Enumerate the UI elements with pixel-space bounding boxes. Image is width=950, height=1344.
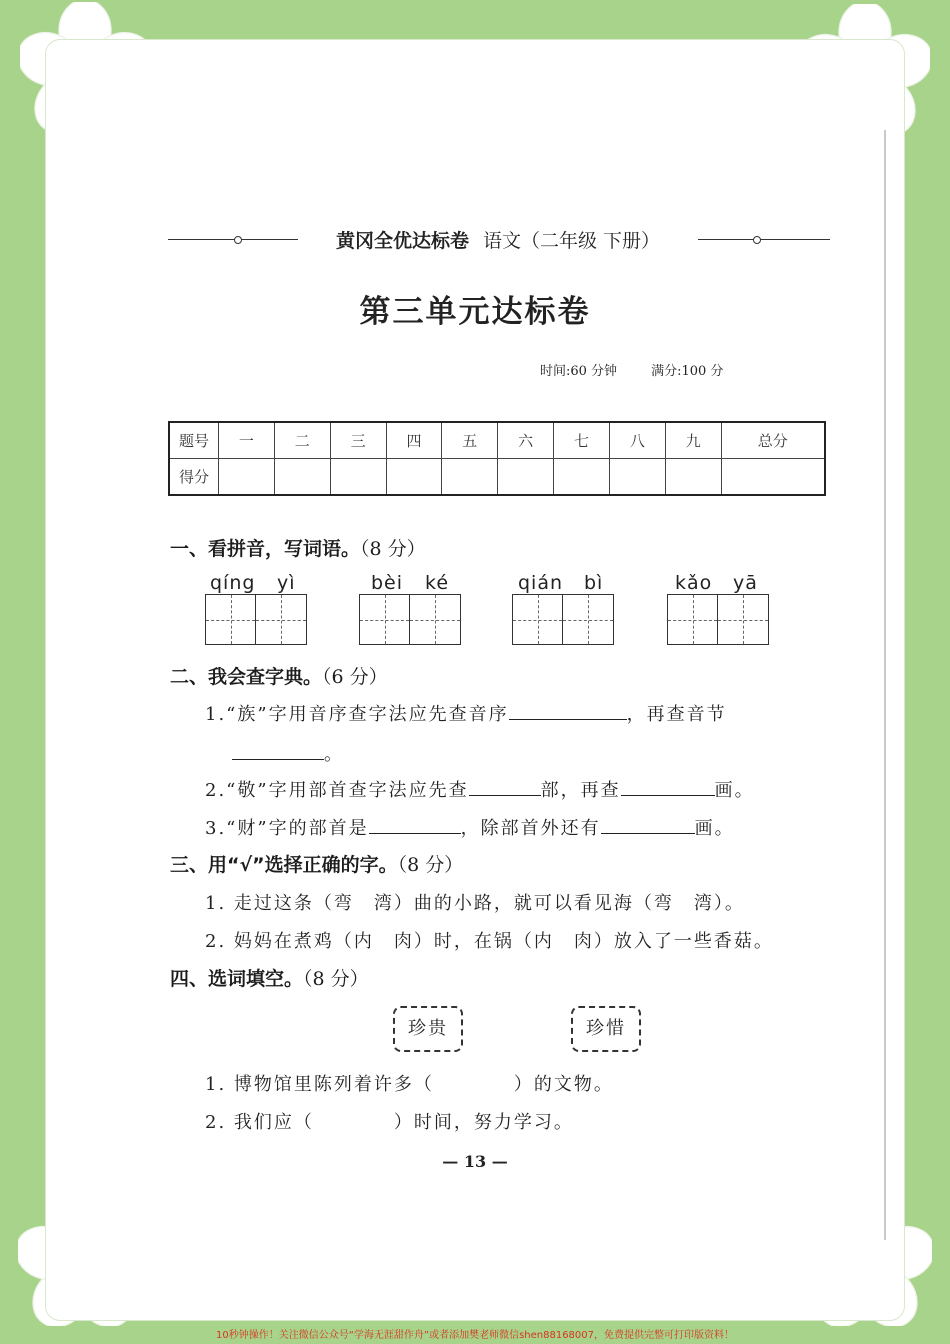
question-text: 2.“敬”字用部首查字法应先查 — [205, 780, 469, 801]
header-dot-icon — [234, 236, 242, 244]
exam-meta — [540, 360, 723, 379]
score-table-col: 三 — [330, 422, 386, 459]
subject-name: 语文（二年级 下册） — [482, 230, 661, 252]
writing-cell[interactable] — [512, 594, 563, 645]
question-text: 画。 — [714, 780, 755, 801]
score-cell[interactable] — [498, 459, 554, 496]
score-table-col: 总分 — [721, 422, 825, 459]
writing-cell[interactable] — [563, 594, 614, 645]
score-cell[interactable] — [554, 459, 610, 496]
section-title: 四、选词填空。 — [170, 968, 304, 990]
score-table-col: 六 — [498, 422, 554, 459]
score-cell[interactable] — [274, 459, 330, 496]
pinyin-text: ké — [425, 572, 450, 594]
writing-cell[interactable] — [667, 594, 718, 645]
question-2-1-cont — [232, 740, 344, 766]
question-3-2: 2. 妈妈在煮鸡（内 肉）时，在锅（内 肉）放入了一些香菇。 — [205, 931, 774, 952]
word-choice-box: 珍惜 — [571, 1006, 641, 1052]
score-table-col: 二 — [274, 422, 330, 459]
header-title — [288, 226, 708, 253]
page-number: — 13 — — [442, 1152, 508, 1171]
question-3-1: 1. 走过这条（弯 湾）曲的小路，就可以看见海（弯 湾）。 — [205, 893, 745, 914]
writing-cell[interactable] — [718, 594, 769, 645]
writing-cell[interactable] — [205, 594, 256, 645]
score-table-score-row — [169, 459, 825, 496]
question-text: 画。 — [694, 818, 735, 839]
full-score: 满分:100 分 — [651, 364, 724, 379]
question-text: ，再查音节 — [626, 704, 727, 725]
section-title: 三、用“√”选择正确的字。 — [170, 854, 398, 876]
writing-grid — [205, 594, 307, 645]
score-table-col: 四 — [386, 422, 442, 459]
score-cell[interactable] — [386, 459, 442, 496]
answer-blank[interactable] — [509, 718, 627, 720]
series-header — [168, 226, 830, 252]
question-text: 。 — [324, 744, 344, 765]
question-4-1: 1. 博物馆里陈列着许多（ ）的文物。 — [205, 1074, 614, 1095]
question-2-3 — [205, 814, 735, 840]
section-points: （6 分） — [322, 666, 388, 688]
footer-promo: 10秒钟操作！关注微信公众号“学海无涯甜作舟”或者添加樊老师微信shen88168007，免费提供完整可打印版资料！ — [215, 1330, 735, 1341]
question-text: 1.“族”字用音序查字法应先查音序 — [205, 704, 509, 725]
header-rule-right — [698, 239, 830, 240]
pinyin-text: qíng — [210, 572, 256, 594]
pinyin-text: kǎo — [675, 572, 713, 594]
section-points: （8 分） — [360, 538, 426, 560]
question-text: 3.“财”字的部首是 — [205, 818, 369, 839]
series-name: 黄冈全优达标卷 — [335, 230, 469, 252]
score-table — [168, 421, 826, 496]
score-table-col: 九 — [665, 422, 721, 459]
header-dot-icon — [753, 236, 761, 244]
pinyin-text: yā — [733, 572, 758, 594]
exam-title: 第三单元达标卷 — [359, 294, 591, 330]
section-points: （8 分） — [397, 854, 464, 876]
score-cell[interactable] — [219, 459, 275, 496]
answer-blank[interactable] — [469, 794, 541, 796]
question-4-2: 2. 我们应（ ）时间，努力学习。 — [205, 1112, 574, 1133]
pinyin-text: qián — [518, 572, 564, 594]
score-table-col: 五 — [442, 422, 498, 459]
answer-blank[interactable] — [601, 832, 695, 834]
word-choice-box: 珍贵 — [393, 1006, 463, 1052]
writing-cell[interactable] — [359, 594, 410, 645]
score-table-label: 题号 — [169, 422, 219, 459]
time-limit: 时间:60 分钟 — [540, 364, 618, 379]
section-4-heading — [170, 964, 369, 991]
writing-grid — [667, 594, 769, 645]
pinyin-text: bèi — [371, 572, 404, 594]
score-table-label: 得分 — [169, 459, 219, 496]
score-cell[interactable] — [665, 459, 721, 496]
answer-blank[interactable] — [232, 758, 324, 760]
score-cell[interactable] — [330, 459, 386, 496]
writing-cell[interactable] — [256, 594, 307, 645]
answer-blank[interactable] — [621, 794, 715, 796]
pinyin-text: yì — [277, 572, 296, 594]
score-cell[interactable] — [721, 459, 825, 496]
section-1-heading — [170, 534, 426, 561]
score-table-col: 八 — [609, 422, 665, 459]
section-3-heading — [170, 850, 463, 877]
writing-grid — [359, 594, 461, 645]
section-title: 二、我会查字典。 — [170, 666, 323, 688]
score-table-col: 七 — [554, 422, 610, 459]
answer-blank[interactable] — [369, 832, 461, 834]
section-points: （8 分） — [303, 968, 369, 990]
section-title: 一、看拼音，写词语。 — [170, 538, 361, 560]
section-2-heading — [170, 662, 388, 689]
question-2-2 — [205, 776, 755, 802]
question-text: ，除部首外还有 — [460, 818, 601, 839]
score-table-col: 一 — [219, 422, 275, 459]
score-cell[interactable] — [609, 459, 665, 496]
score-table-header-row — [169, 422, 825, 459]
question-text: 部，再查 — [540, 780, 621, 801]
writing-grid — [512, 594, 614, 645]
score-cell[interactable] — [442, 459, 498, 496]
writing-cell[interactable] — [410, 594, 461, 645]
pinyin-text: bì — [584, 572, 604, 594]
question-2-1 — [205, 700, 727, 726]
header-rule-left — [168, 239, 298, 240]
